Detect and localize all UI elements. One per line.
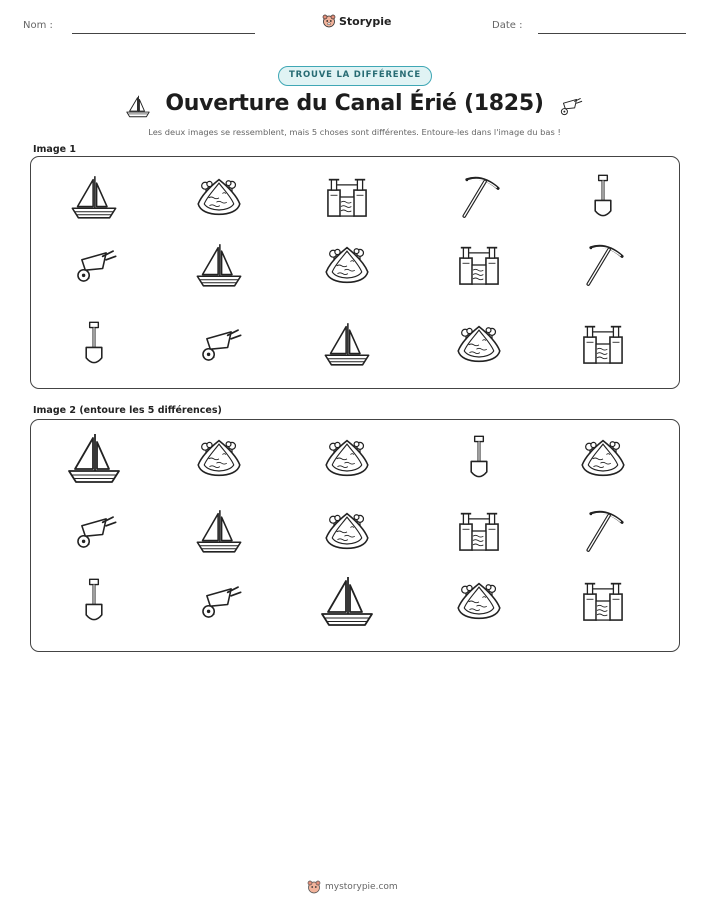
footer-url: mystorypie.com xyxy=(325,882,398,892)
wheelbarrow-icon[interactable] xyxy=(190,575,248,627)
canal-icon xyxy=(450,318,508,370)
storypie-footer-logo-icon xyxy=(307,880,321,894)
title-wheelbarrow-icon xyxy=(555,92,585,120)
lock-icon xyxy=(318,171,376,223)
sailboat-icon[interactable] xyxy=(190,505,248,557)
instructions: Les deux images se ressemblent, mais 5 choses sont différentes. Entoure-les dans l'image du bas ! xyxy=(148,127,561,137)
canal-icon[interactable] xyxy=(574,432,632,484)
sailboat-icon[interactable] xyxy=(311,571,383,631)
canal-icon[interactable] xyxy=(190,432,248,484)
sailboat-icon xyxy=(318,318,376,370)
lock-icon[interactable] xyxy=(450,505,508,557)
sailboat-icon xyxy=(65,171,123,223)
image1-label: Image 1 xyxy=(33,144,77,155)
wheelbarrow-icon xyxy=(190,318,248,370)
pickaxe-icon[interactable] xyxy=(574,505,632,557)
lock-icon xyxy=(574,318,632,370)
storypie-logo-icon xyxy=(322,14,336,28)
date-field-line[interactable] xyxy=(538,33,686,34)
canal-icon xyxy=(190,171,248,223)
date-label: Date : xyxy=(492,20,523,31)
canal-icon[interactable] xyxy=(450,575,508,627)
wheelbarrow-icon[interactable] xyxy=(65,505,123,557)
image2-label: Image 2 (entoure les 5 différences) xyxy=(33,405,222,416)
footer xyxy=(307,880,398,894)
lock-icon xyxy=(450,239,508,291)
shovel-icon[interactable] xyxy=(450,432,508,484)
pickaxe-icon xyxy=(450,171,508,223)
sailboat-icon xyxy=(190,239,248,291)
shovel-icon xyxy=(574,171,632,223)
brand xyxy=(322,14,391,28)
pickaxe-icon xyxy=(574,239,632,291)
shovel-icon[interactable] xyxy=(65,575,123,627)
canal-icon xyxy=(318,239,376,291)
name-field-line[interactable] xyxy=(72,33,255,34)
activity-badge: TROUVE LA DIFFÉRENCE xyxy=(278,66,432,86)
canal-icon[interactable] xyxy=(318,432,376,484)
name-label: Nom : xyxy=(23,20,53,31)
lock-icon[interactable] xyxy=(574,575,632,627)
page-title: Ouverture du Canal Érié (1825) xyxy=(165,91,544,116)
wheelbarrow-icon xyxy=(65,239,123,291)
sailboat-icon[interactable] xyxy=(58,428,130,488)
canal-icon[interactable] xyxy=(318,505,376,557)
brand-name: Storypie xyxy=(339,14,392,28)
shovel-icon xyxy=(65,318,123,370)
